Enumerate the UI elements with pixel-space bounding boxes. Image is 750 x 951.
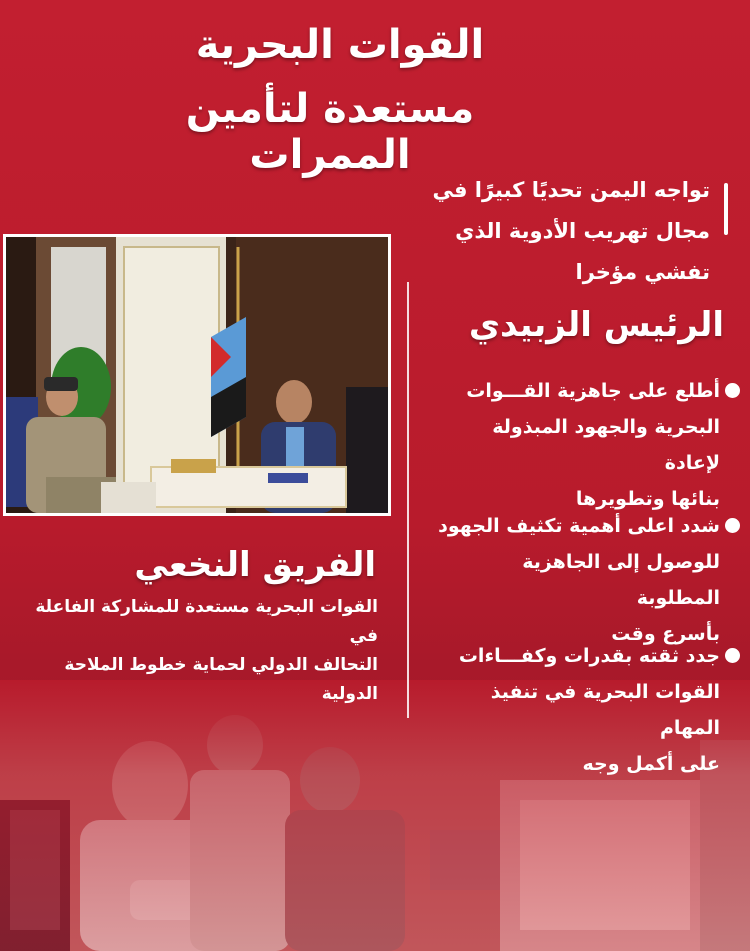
leader-left-description: [12, 593, 378, 709]
bullet-line: أطلع على جاهزية القـــوات: [466, 380, 720, 402]
bullet-line: بنائها وتطويرها: [575, 488, 720, 510]
column-divider: [407, 282, 409, 718]
bullet-dot-icon: [725, 518, 740, 533]
meeting-photo: [3, 234, 391, 516]
intro-text: [410, 170, 710, 293]
bullet-line: جدد ثقته بقدرات وكفـــاءات: [458, 645, 720, 667]
bullet-line: على أكمل وجه: [582, 753, 720, 775]
bullet-item: [436, 373, 736, 517]
description-line: التحالف الدولي لحماية خطوط الملاحة الدولية: [64, 655, 378, 704]
leader-right-name: الرئيس الزبيدي: [468, 305, 724, 345]
bullet-line: شدد اعلى أهمية تكثيف الجهود: [438, 515, 720, 537]
bullet-line: البحرية والجهود المبذولة لإعادة: [492, 416, 720, 474]
intro-line: مجال تهريب الأدوية الذي: [455, 219, 710, 243]
bullet-line: للوصول إلى الجاهزية المطلوبة: [522, 551, 720, 609]
leader-left-name: الفريق النخعي: [134, 545, 376, 585]
bullet-dot-icon: [725, 648, 740, 663]
intro-accent-bar: [724, 183, 728, 235]
intro-line: تواجه اليمن تحديًا كبيرًا في: [432, 178, 710, 202]
bullet-dot-icon: [725, 383, 740, 398]
bullet-line: بأسرع وقت: [611, 623, 720, 645]
description-line: القوات البحرية مستعدة للمشاركة الفاعلة في: [35, 597, 378, 646]
bullet-line: القوات البحرية في تنفيذ المهام: [490, 681, 720, 739]
bullet-item: [436, 638, 736, 782]
title-line-1: القوات البحرية: [195, 22, 485, 68]
title-line-2: مستعدة لتأمين الممرات: [185, 86, 475, 178]
bullet-item: [436, 508, 736, 652]
intro-line: تفشي مؤخرا: [575, 260, 710, 284]
